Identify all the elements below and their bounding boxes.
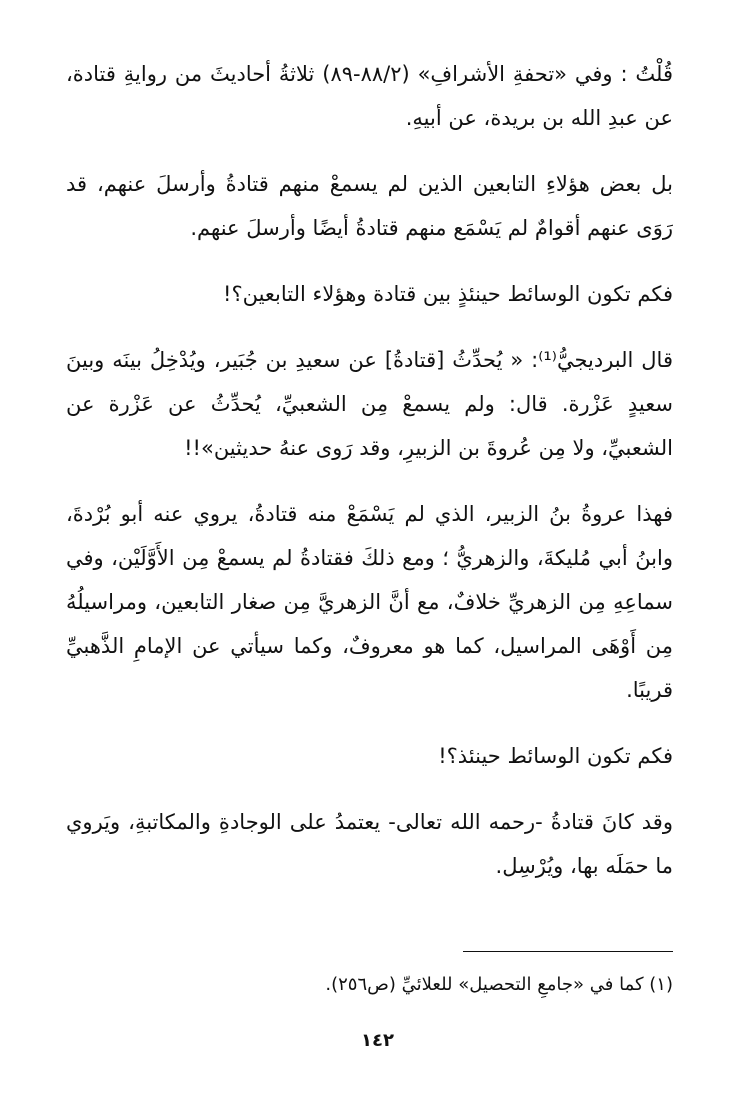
footnote-divider bbox=[463, 951, 673, 952]
paragraph-3: فكم تكون الوسائط حينئذٍ بين قتادة وهؤلاء التابعين؟! bbox=[223, 282, 673, 306]
page-number: ١٤٢ bbox=[361, 1030, 394, 1051]
page-body bbox=[66, 52, 673, 910]
paragraph-1: قُلْتُ : وفي «تحفةِ الأشرافِ» (٨٨/٢-٨٩) ثلاثةُ أحاديثَ من روايةِ قتادة، عن عبدِ الله بن بريدة، عن أبيهِ. bbox=[66, 62, 673, 130]
footnote: (١) كما في «جامعِ التحصيل» للعلائيِّ (ص٢٥٦). bbox=[325, 974, 673, 995]
paragraph-7: وقد كانَ قتادةُ -رحمه الله تعالى- يعتمدُ على الوجادةِ والمكاتبةِ، ويَروي ما حمَلَه بها، ويُرْسِل. bbox=[66, 810, 673, 878]
paragraph-5: فهذا عروةُ بنُ الزبير، الذي لم يَسْمَعْ منه قتادةُ، يروي عنه أبو بُرْدةَ، وابنُ أبي مُليكةَ، والزهريُّ ؛ ومع ذلكَ فقتادةُ لم يسمعْ مِن الأَوَّلَيْن، وفي سماعِهِ مِن الزهريِّ خلافٌ، مع أنَّ الزهريَّ مِن صغار التابعين، ومراسيلُهُ مِن أَوْهَى المراسيل، كما هو معروفٌ، وكما سيأتي عن الإمامِ الذَّهبيِّ قريبًا. bbox=[66, 502, 673, 702]
paragraph-6: فكم تكون الوسائط حينئذ؟! bbox=[438, 744, 673, 768]
paragraph-2: بل بعض هؤلاءِ التابعين الذين لم يسمعْ منهم قتادةُ وأرسلَ عنهم، قد رَوَى عنهم أقوامٌ لم يَسْمَع منهم قتادةُ أيضًا وأرسلَ عنهم. bbox=[66, 172, 673, 240]
paragraph-4: قال البرديجيُّ⁽¹⁾: « يُحدِّثُ [قتادةُ] عن سعيدِ بن جُبَير، ويُدْخِلُ بينَه وبينَ سعيدٍ عَزْرة. قال: ولم يسمعْ مِن الشعبيِّ، يُحدِّثُ عن عَزْرة عن الشعبيِّ، ولا مِن عُروةَ بن الزبيرِ، وقد رَوى عنهُ حديثين»!! bbox=[66, 348, 673, 460]
